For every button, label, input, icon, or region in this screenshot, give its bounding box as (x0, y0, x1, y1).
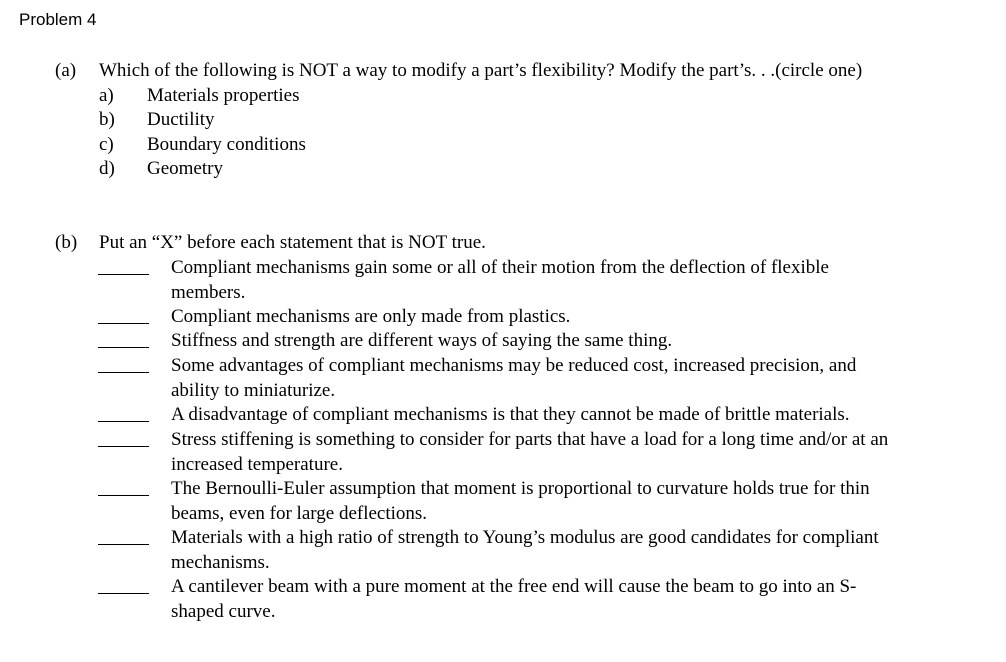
option-c-text[interactable]: Boundary conditions (147, 134, 306, 155)
problem-title: Problem 4 (19, 10, 97, 29)
part-b-label: (b) (55, 232, 78, 253)
statement-3 (171, 329, 991, 354)
answer-blank-4[interactable] (98, 372, 149, 373)
statement-3-line1: Stiffness and strength are different ways of saying the same thing. (171, 330, 673, 351)
answer-blank-6[interactable] (98, 446, 149, 447)
answer-blank-8[interactable] (98, 544, 149, 545)
statement-9-line2: shaped curve. (171, 600, 276, 622)
option-a-letter: a) (99, 85, 114, 106)
answer-blank-9[interactable] (98, 593, 149, 594)
statement-6-line2: increased temperature. (171, 453, 343, 475)
statement-2-line1: Compliant mechanisms are only made from plastics. (171, 306, 571, 327)
statement-5 (171, 403, 991, 428)
option-d-letter: d) (99, 158, 115, 179)
statement-8-line2: mechanisms. (171, 551, 270, 573)
option-a-text[interactable]: Materials properties (147, 85, 300, 106)
part-b-instruction: Put an “X” before each statement that is NOT true. (99, 232, 486, 253)
statement-7-line2: beams, even for large deflections. (171, 502, 428, 524)
statement-1 (171, 256, 991, 305)
statement-4 (171, 354, 991, 403)
statement-8-line1: Materials with a high ratio of strength to Young’s modulus are good candidates for compliant (171, 527, 879, 548)
statement-4-line2: ability to miniaturize. (171, 379, 336, 401)
answer-blank-2[interactable] (98, 323, 149, 324)
statement-7-line1: The Bernoulli-Euler assumption that moment is proportional to curvature holds true for thin (171, 478, 870, 499)
statement-6 (171, 428, 991, 477)
statement-9 (171, 575, 991, 624)
statement-4-line1: Some advantages of compliant mechanisms may be reduced cost, increased precision, and (171, 355, 857, 376)
statement-9-line1: A cantilever beam with a pure moment at the free end will cause the beam to go into an S- (171, 576, 857, 597)
answer-blank-5[interactable] (98, 421, 149, 422)
option-b-text[interactable]: Ductility (147, 109, 215, 130)
statement-6-line1: Stress stiffening is something to consider for parts that have a load for a long time and/or at an (171, 429, 889, 450)
answer-blank-3[interactable] (98, 347, 149, 348)
option-c-letter: c) (99, 134, 114, 155)
statement-1-line1: Compliant mechanisms gain some or all of their motion from the deflection of flexible (171, 257, 829, 278)
answer-blank-7[interactable] (98, 495, 149, 496)
option-d-text[interactable]: Geometry (147, 158, 223, 179)
statement-7 (171, 477, 991, 526)
answer-blank-1[interactable] (98, 274, 149, 275)
statement-8 (171, 526, 991, 575)
part-a-question: Which of the following is NOT a way to modify a part’s flexibility? Modify the part’s. . .(circle one) (99, 60, 863, 81)
statement-5-line1: A disadvantage of compliant mechanisms is that they cannot be made of brittle materials. (171, 404, 850, 425)
part-a-label: (a) (55, 60, 77, 81)
statement-1-line2: members. (171, 281, 246, 303)
statement-2 (171, 305, 991, 330)
option-b-letter: b) (99, 109, 115, 130)
